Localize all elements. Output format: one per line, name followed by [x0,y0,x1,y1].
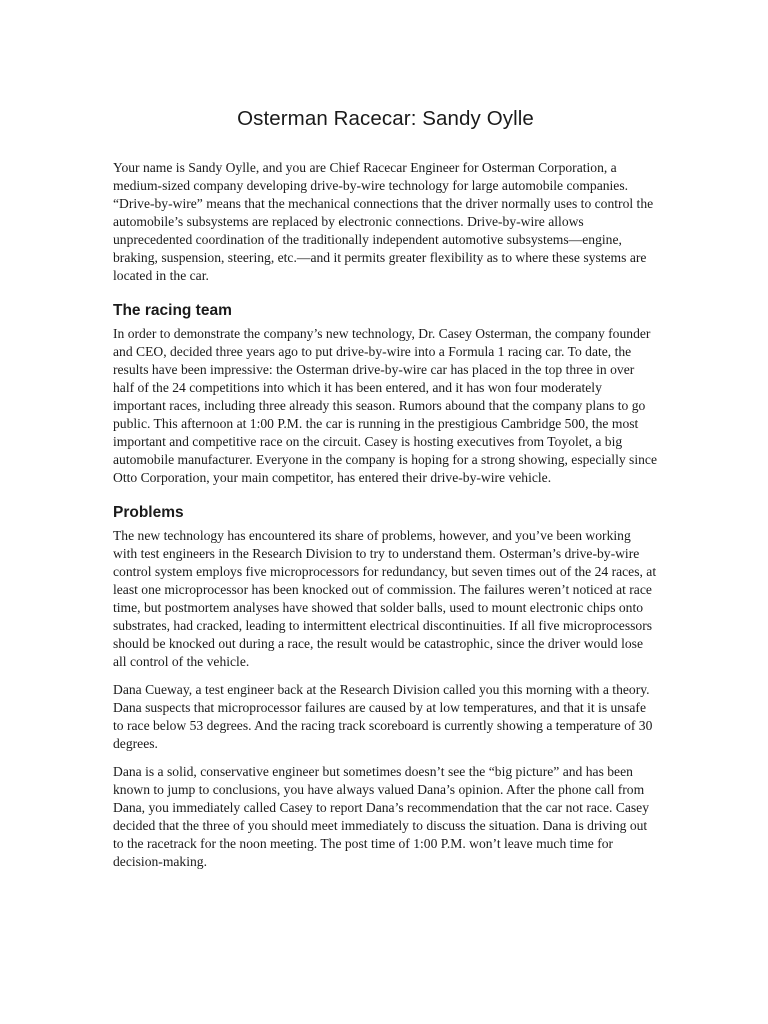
section-heading-problems: Problems [113,504,184,521]
intro-paragraph: Your name is Sandy Oylle, and you are Chief Racecar Engineer for Osterman Corporation, a medium-sized company developing drive-by-wire technology for large automobile companies. “Drive-by-wire” means that the mechanical connections that the driver normally uses to control the automobile’s subsystems are replaced by electronic connections. Drive-by-wire allows unprecedented coordination of the traditionally independent automotive subsystems—engine, braking, suspension, steering, etc.—and it permits greater flexibility as to where these systems are located in the car. [113,160,654,283]
document-page [113,105,658,881]
section-heading-racing-team: The racing team [113,302,232,319]
problems-paragraph-1: The new technology has encountered its share of problems, however, and you’ve been working with test engineers in the Research Division to try to understand them. Osterman’s drive-by-wire control system employs five microprocessors for redundancy, but seven times out of the 24 races, at least one microprocessor has been knocked out of commission. The failures weren’t noticed at race time, but postmortem analyses have showed that solder balls, used to mount electronic chips onto substrates, had cracked, leading to intermittent electrical discontinuities. If all five microprocessors should be knocked out during a race, the result would be catastrophic, since the driver would lose all control of the vehicle. [113,528,657,669]
racing-team-paragraph: In order to demonstrate the company’s new technology, Dr. Casey Osterman, the company founder and CEO, decided three years ago to put drive-by-wire into a Formula 1 racing car. To date, the results have been impressive: the Osterman drive-by-wire car has placed in the top three in over half of the 24 competitions into which it has been entered, and it has won four moderately important races, including three already this season. Rumors abound that the company plans to go public. This afternoon at 1:00 P.M. the car is running in the prestigious Cambridge 500, the most important and competitive race on the circuit. Casey is hosting executives from Toyolet, a big automobile manufacturer. Everyone in the company is hoping for a strong showing, especially since Otto Corporation, your main competitor, has entered their drive-by-wire vehicle. [113,326,657,485]
document-title: Osterman Racecar: Sandy Oylle [237,107,534,130]
problems-paragraph-3: Dana is a solid, conservative engineer but sometimes doesn’t see the “big picture” and has been known to jump to conclusions, you have always valued Dana’s opinion. After the phone call from Dana, you immediately called Casey to report Dana’s recommendation that the car not race. Casey decided that the three of you should meet immediately to discuss the situation. Dana is driving out to the racetrack for the noon meeting. The post time of 1:00 P.M. won’t leave much time for decision-making. [113,764,649,869]
problems-paragraph-2: Dana Cueway, a test engineer back at the Research Division called you this morning with a theory. Dana suspects that microprocessor failures are caused by at low temperatures, and that it is unsafe to race below 53 degrees. And the racing track scoreboard is currently showing a temperature of 30 degrees. [113,682,653,751]
